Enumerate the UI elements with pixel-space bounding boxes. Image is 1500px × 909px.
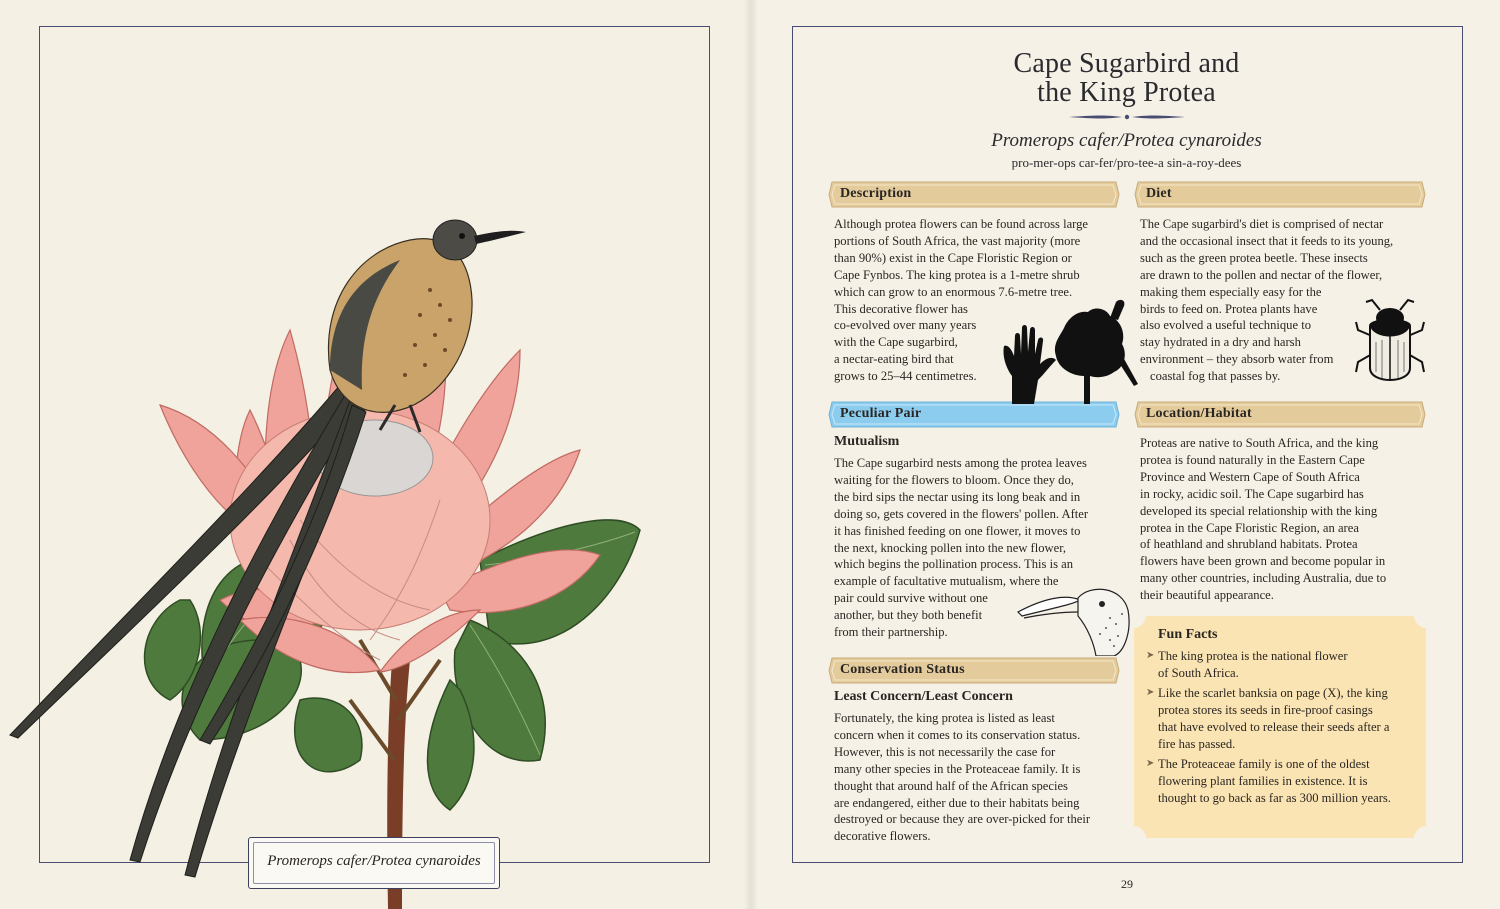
text-line: flowering plant families in existence. It is	[1158, 773, 1368, 788]
text-line: However, this is not necessarily the case for	[834, 744, 1056, 759]
text-line: example of facultative mutualism, where the	[834, 574, 1059, 589]
text-line: with the Cape sugarbird,	[834, 335, 958, 350]
fun-fact-item	[1146, 648, 1348, 682]
text-line: a nectar-eating bird that	[834, 352, 954, 367]
tree-silhouette-icon	[1055, 300, 1138, 404]
book-gutter	[744, 0, 758, 909]
pronunciation: pro-mer-ops car-fer/pro-tee-a sin-a-roy-dees	[1011, 155, 1242, 170]
text-line: Like the scarlet banksia on page (X), the king	[1158, 686, 1388, 700]
diet-heading: Diet	[1146, 186, 1172, 201]
text-line: another, but they both benefit	[834, 608, 983, 623]
fun-fact-item	[1146, 685, 1390, 753]
conservation-heading: Conservation Status	[840, 662, 965, 677]
banner-peculiar-pair	[828, 401, 1120, 428]
banner-shape	[1134, 181, 1426, 208]
text-line: co-evolved over many years	[834, 318, 977, 333]
text-line: concern when it comes to its conservation status.	[834, 727, 1081, 742]
page-title-line-2: the King Protea	[1037, 77, 1216, 108]
banner-location	[1134, 401, 1426, 428]
text-line: fire has passed.	[1158, 736, 1236, 751]
page-number: 29	[1121, 877, 1133, 891]
text-line: many other countries, including Australia, due to	[1140, 571, 1387, 586]
hand-and-tree-silhouette	[998, 298, 1144, 404]
text-line: the bird sips the nectar using its long beak and in	[834, 489, 1081, 504]
text-line: than 90%) exist in the Cape Floristic Region or	[834, 250, 1072, 265]
caption-text: Promerops cafer/Protea cynaroides	[267, 853, 481, 869]
conservation-body	[834, 710, 1090, 845]
scientific-name: Promerops cafer/Protea cynaroides	[991, 130, 1262, 151]
sugarbird-head-sketch-icon	[1014, 584, 1132, 656]
text-line: thought that around half of the African species	[834, 778, 1068, 793]
text-line: from their partnership.	[834, 625, 948, 640]
text-line: developed its special relationship with the king	[1140, 503, 1378, 518]
text-line: making them especially easy for the	[1140, 284, 1322, 299]
text-line: of South Africa.	[1158, 665, 1239, 680]
hand-silhouette-icon	[1003, 325, 1056, 404]
text-line: environment – they absorb water from	[1140, 352, 1334, 367]
text-line: flowers have been grown and become popular in	[1140, 554, 1386, 569]
text-line: protea in the Cape Floristic Region, an area	[1140, 520, 1359, 535]
text-line: such as the green protea beetle. These insects	[1140, 250, 1368, 265]
location-heading: Location/Habitat	[1146, 406, 1252, 421]
bullet-arrow-icon: ➤	[1146, 758, 1155, 769]
protea-beetle-icon	[1354, 296, 1426, 388]
title-divider-ornament	[1067, 112, 1187, 122]
text-line: it has finished feeding on one flower, it moves to	[834, 523, 1081, 538]
text-line: of heathland and shrubland habitats. Protea	[1140, 537, 1358, 552]
text-line: in rocky, acidic soil. The Cape sugarbird has	[1140, 486, 1364, 501]
text-line: Cape Fynbos. The king protea is a 1-metre shrub	[834, 267, 1080, 282]
fun-fact-item	[1146, 756, 1391, 807]
banner-diet	[1134, 181, 1426, 208]
text-line: waiting for the flowers to bloom. Once they do,	[834, 472, 1074, 487]
bullet-arrow-icon: ➤	[1146, 650, 1155, 661]
location-body	[1140, 435, 1386, 604]
description-heading: Description	[840, 186, 912, 201]
fun-facts-heading: Fun Facts	[1158, 627, 1218, 642]
text-line: the next, knocking pollen into the new flower,	[834, 540, 1067, 555]
illustration-caption	[248, 837, 500, 889]
text-line: many other species in the Proteaceae family. It is	[834, 761, 1081, 776]
text-line: destroyed or because they are over-picked for their	[834, 812, 1091, 827]
text-line: and the occasional insect that it feeds to its young,	[1140, 233, 1394, 248]
text-line: decorative flowers.	[834, 829, 931, 844]
peculiar-pair-heading: Peculiar Pair	[840, 406, 922, 421]
text-line: Fortunately, the king protea is listed as least	[834, 711, 1055, 725]
text-line: birds to feed on. Protea plants have	[1140, 301, 1318, 316]
text-line: The Cape sugarbird's diet is comprised of nectar	[1140, 217, 1384, 231]
text-line: also evolved a useful technique to	[1140, 318, 1312, 333]
text-line: doing so, gets covered in the flowers' pollen. After	[834, 506, 1089, 521]
banner-description	[828, 181, 1120, 208]
least-concern-subheading: Least Concern/Least Concern	[834, 689, 1013, 704]
text-line: protea stores its seeds in fire-proof casings	[1158, 702, 1373, 717]
text-line: coastal fog that passes by.	[1150, 369, 1281, 384]
text-line: grows to 25–44 centimetres.	[834, 369, 977, 384]
text-line: that have evolved to release their seeds after a	[1158, 719, 1390, 734]
text-line: stay hydrated in a dry and harsh	[1140, 335, 1301, 350]
text-line: portions of South Africa, the vast majority (more	[834, 233, 1081, 248]
text-line: which can grow to an enormous 7.6-metre tree.	[834, 284, 1073, 299]
bullet-arrow-icon: ➤	[1146, 687, 1155, 698]
text-line: The king protea is the national flower	[1158, 649, 1348, 663]
text-line: The Cape sugarbird nests among the protea leaves	[834, 456, 1087, 470]
text-line: Proteas are native to South Africa, and the king	[1140, 436, 1379, 450]
text-line: pair could survive without one	[834, 591, 988, 606]
sugarbird-protea-illustration	[0, 200, 660, 909]
text-line: Although protea flowers can be found across large	[834, 217, 1089, 231]
text-line: their beautiful appearance.	[1140, 588, 1274, 603]
text-line: are endangered, either due to their habitats being	[834, 795, 1080, 810]
page-title-line-1: Cape Sugarbird and	[1013, 48, 1240, 79]
mutualism-subheading: Mutualism	[834, 434, 900, 449]
text-line: which begins the pollination process. This is an	[834, 557, 1074, 572]
text-line: This decorative flower has	[834, 301, 968, 316]
text-line: are drawn to the pollen and nectar of the flower,	[1140, 267, 1383, 282]
text-line: protea is found naturally in the Eastern Cape	[1140, 452, 1365, 467]
banner-conservation	[828, 657, 1120, 684]
text-line: thought to go back as far as 300 million years.	[1158, 790, 1391, 805]
text-line: Province and Western Cape of South Africa	[1140, 469, 1360, 484]
text-line: The Proteaceae family is one of the oldest	[1158, 757, 1370, 771]
